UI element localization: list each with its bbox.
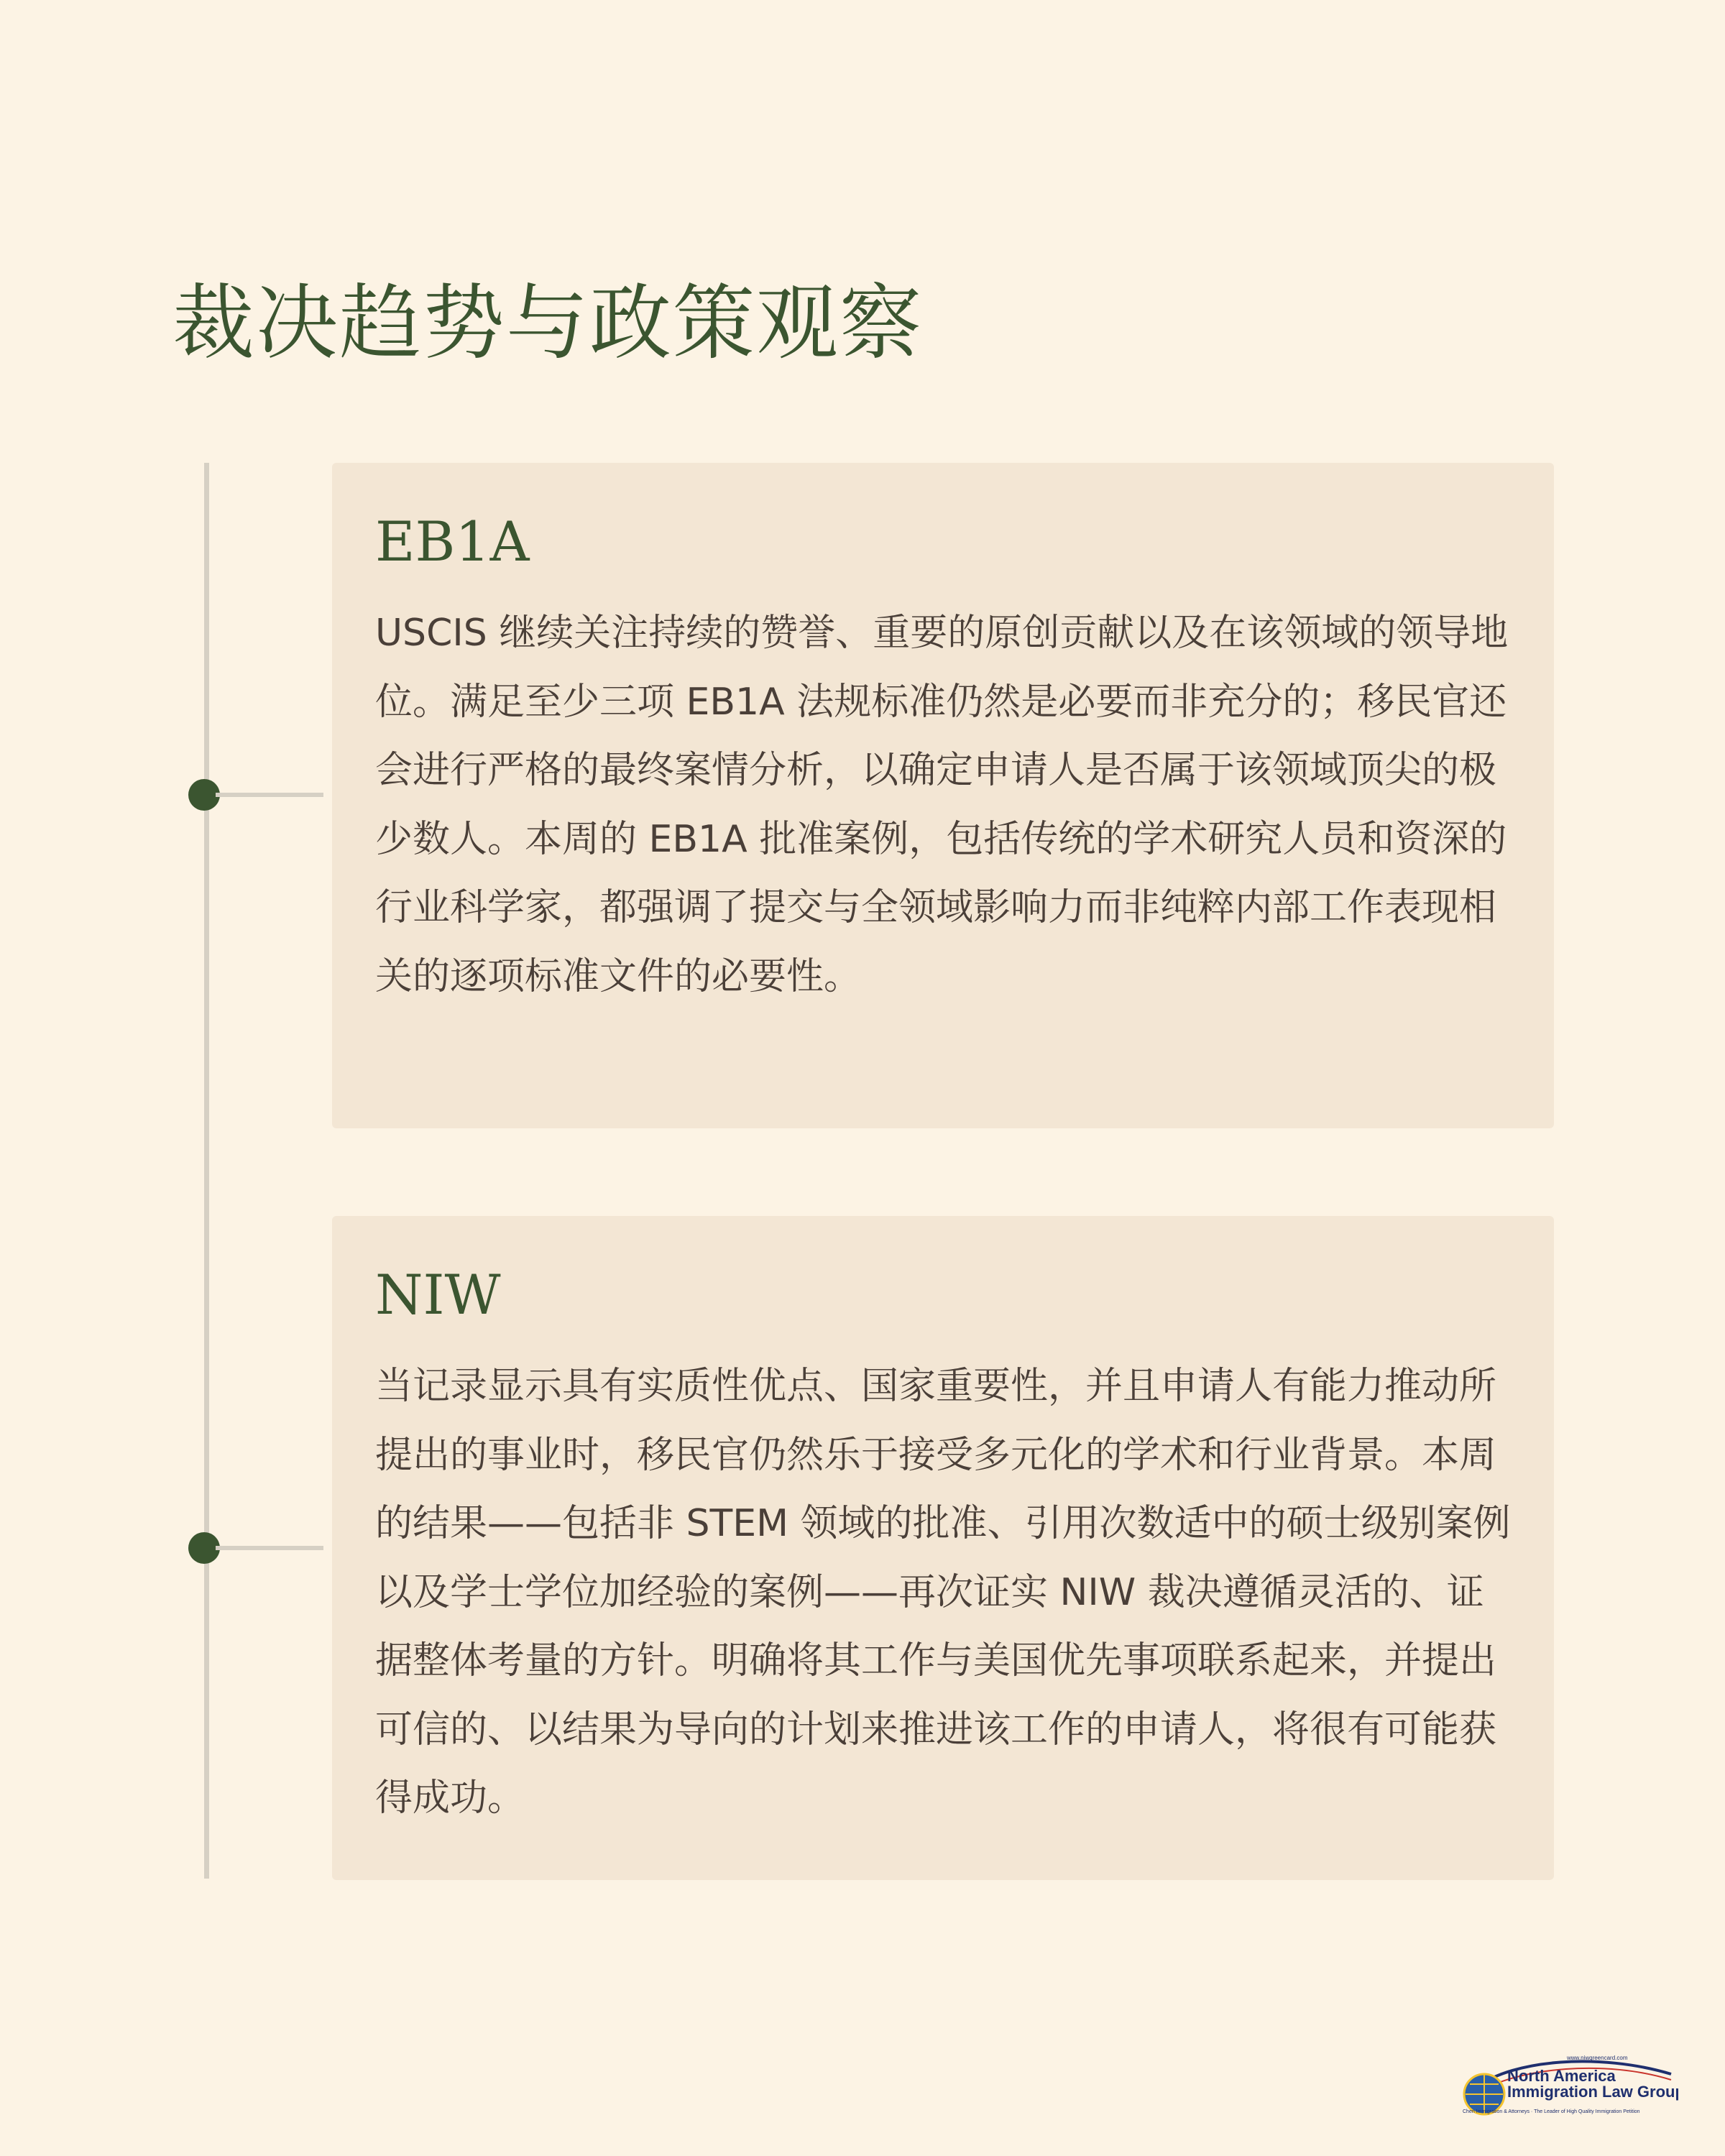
logo-tagline: Chen Immigration & Attorneys · The Leader of High Quality Immigration Petition — [1463, 2109, 1640, 2114]
section-card-niw — [332, 1216, 1554, 1880]
section-card-eb1a — [332, 463, 1554, 1128]
section-title-eb1a: EB1A — [375, 510, 530, 573]
logo-line1: North America — [1507, 2067, 1616, 2085]
globe-logo-icon — [1455, 2053, 1678, 2117]
page-title: 裁决趋势与政策观察 — [172, 275, 924, 371]
section-title-niw: NIW — [375, 1263, 501, 1327]
timeline-connector-niw — [216, 1546, 323, 1550]
timeline-line — [204, 463, 209, 1879]
timeline-connector-eb1a — [216, 793, 323, 797]
section-body-eb1a: USCIS 继续关注持续的赞誉、重要的原创贡献以及在该领域的领导地位。满足至少三项 EB1A 法规标准仍然是必要而非充分的；移民官还会进行严格的最终案情分析，以确定申请人是否属于该领域顶尖的极少数人。本周的 EB1A 批准案例，包括传统的学术研究人员和资深的行业科学家，都强调了提交与全领域影响力而非纯粹内部工作表现相关的逐项标准文件的必要性。 — [375, 612, 1509, 998]
logo-line2: Immigration Law Group — [1507, 2083, 1678, 2101]
section-body-niw: 当记录显示具有实质性优点、国家重要性，并且申请人有能力推动所提出的事业时，移民官仍然乐于接受多元化的学术和行业背景。本周的结果——包括非 STEM 领域的批准、引用次数适中的硕士级别案例以及学士学位加经验的案例——再次证实 NIW 裁决遵循灵活的、证据整体考量的方针。明确将其工作与美国优先事项联系起来，并提出可信的、以结果为导向的计划来推进该工作的申请人，将很有可能获得成功。 — [375, 1365, 1511, 1820]
company-logo — [1455, 2053, 1678, 2117]
logo-url-text: www.niwgreencard.com — [1567, 2055, 1628, 2061]
